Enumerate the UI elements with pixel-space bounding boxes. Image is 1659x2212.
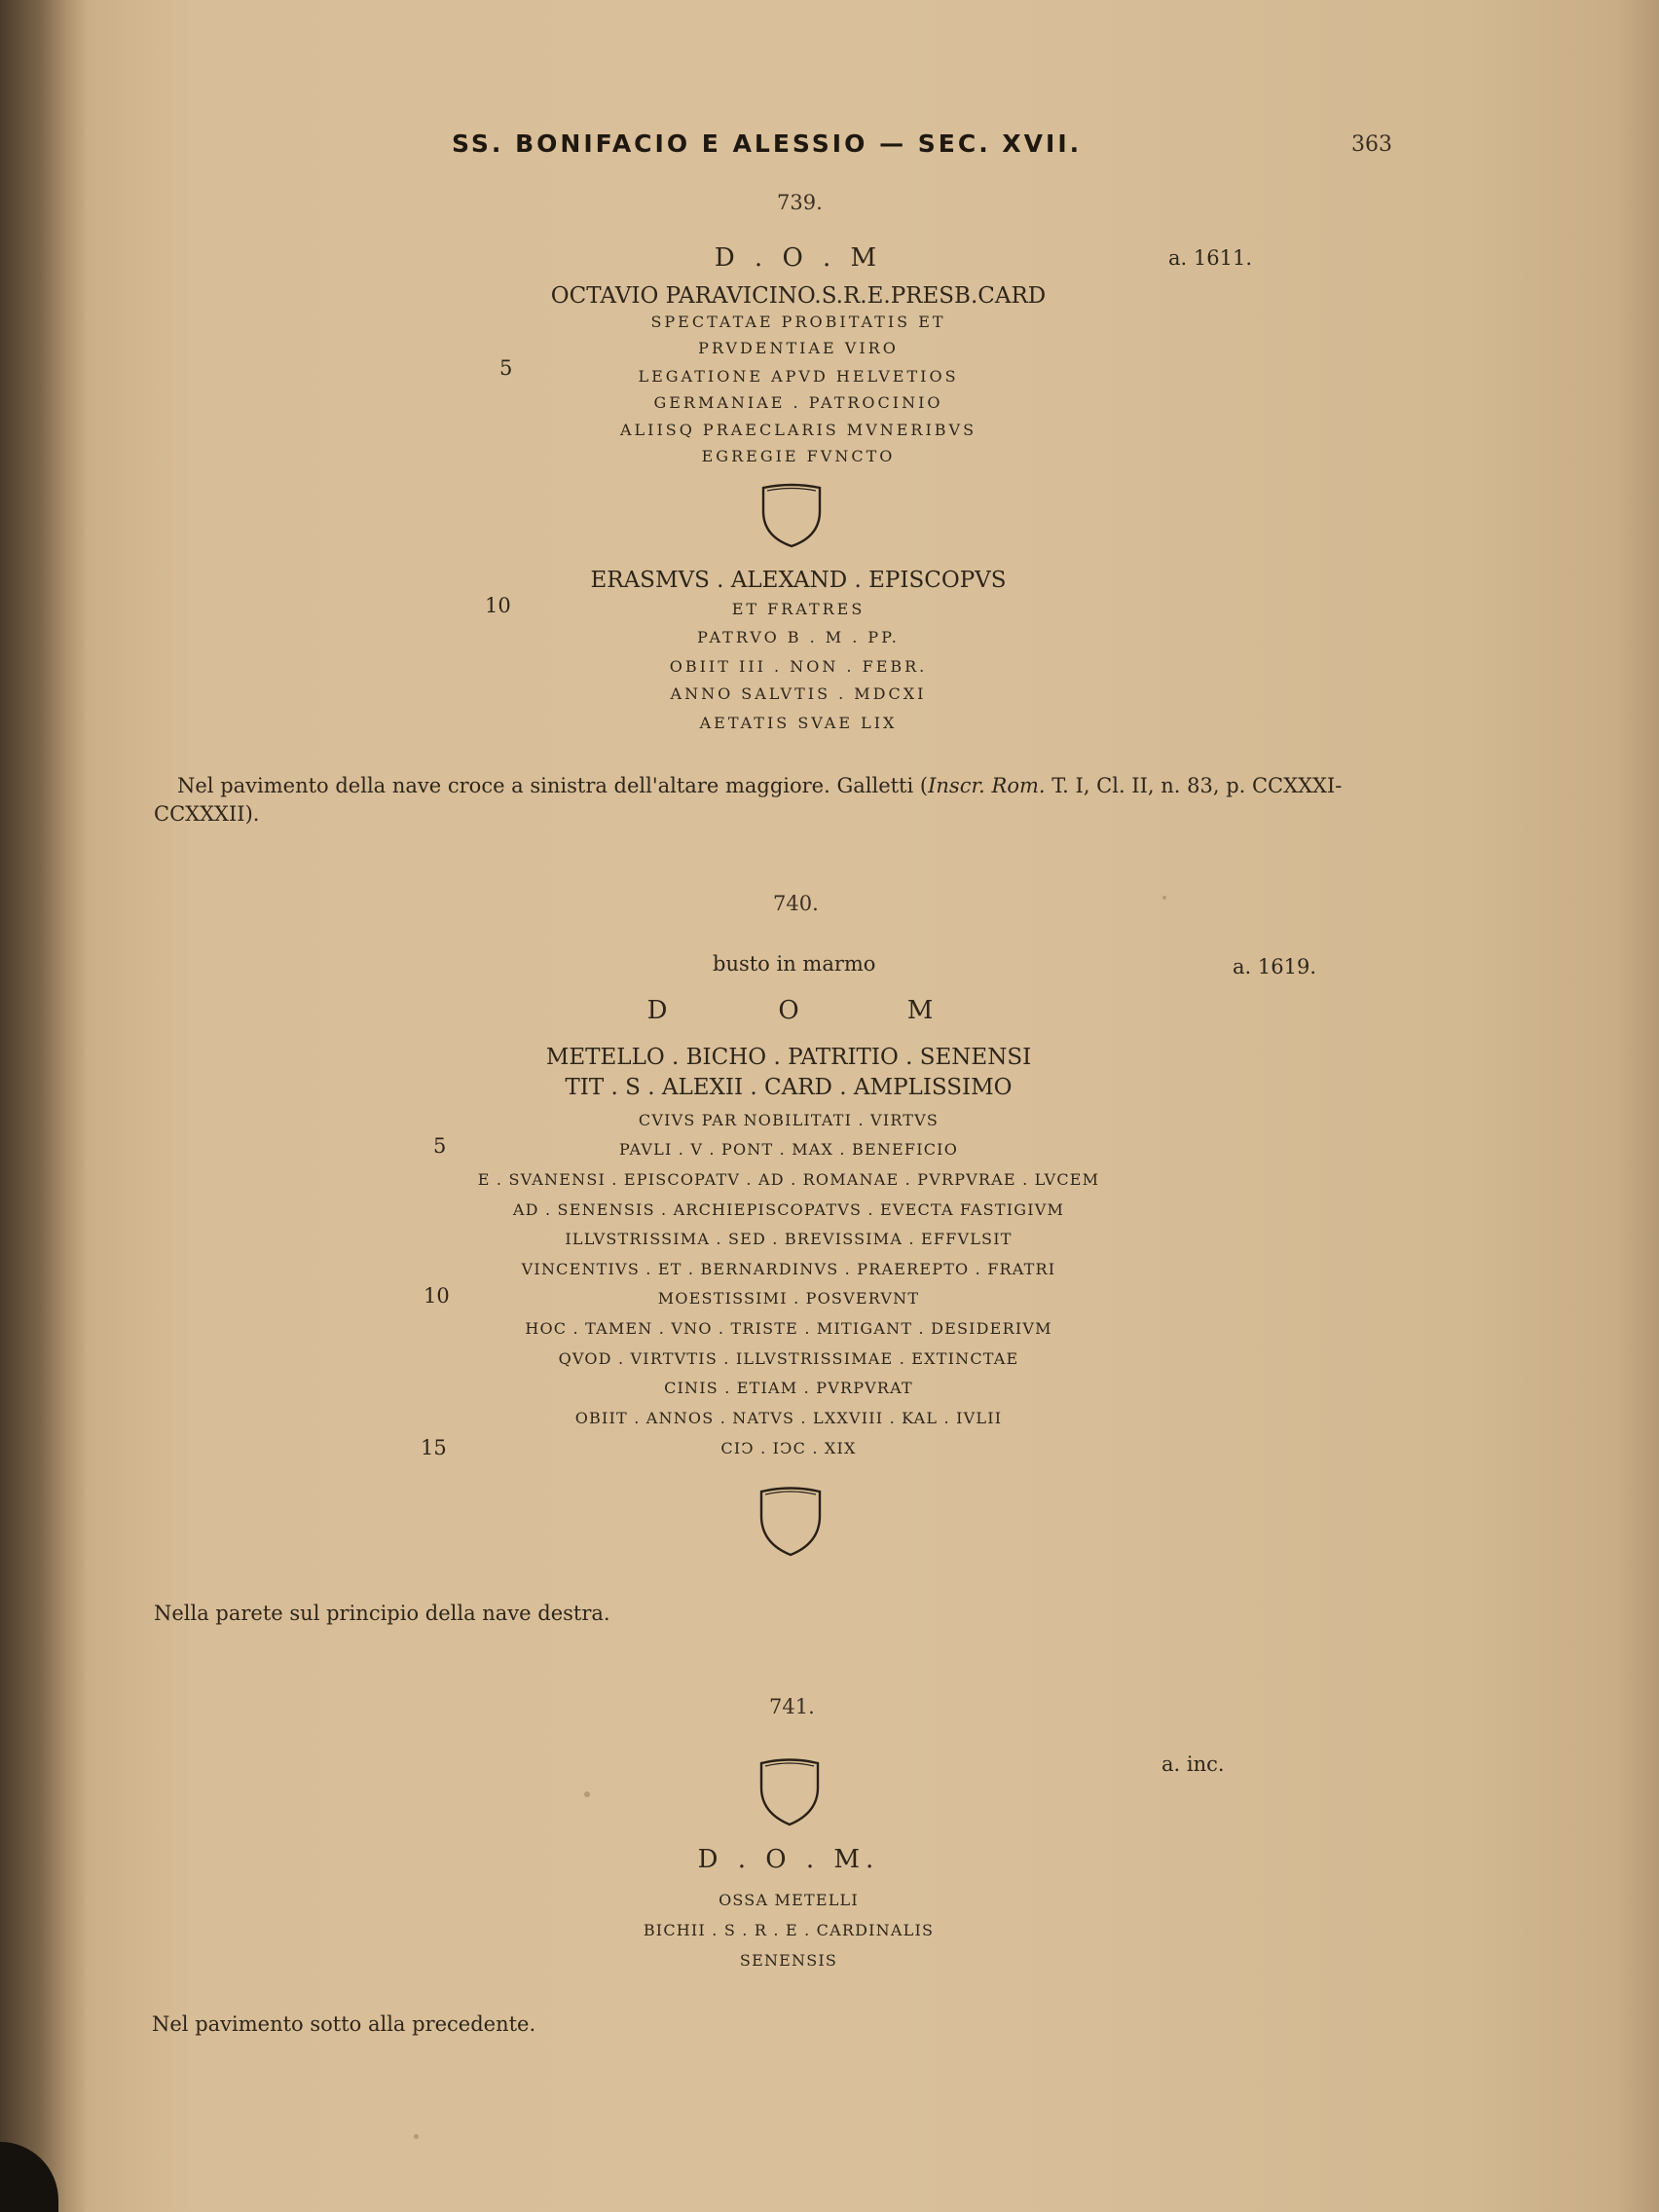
page-number: 363 — [1351, 132, 1392, 157]
source-note-739-continued: CCXXXII). — [154, 802, 260, 826]
inscription-line: PAVLI . V . PONT . MAX . BENEFICIO — [618, 1140, 959, 1159]
inscription-line: QVOD . VIRTVTIS . ILLVSTRISSIMAE . EXTINCTAE — [558, 1349, 1019, 1368]
source-note-741: Nel pavimento sotto alla precedente. — [152, 2012, 536, 2036]
inscription-line: OBIIT III . NON . FEBR. — [669, 657, 928, 676]
inscription-line: D . O . M. — [697, 1845, 880, 1874]
inscription-line: ERASMVS . ALEXAND . EPISCOPVS — [590, 568, 1007, 593]
inscription-line: ALIISQ PRAECLARIS MVNERIBVS — [619, 421, 977, 439]
note-work-title: Inscr. Rom. — [928, 774, 1046, 797]
note-text: T. I, Cl. II, n. 83, p. CCXXXI- — [1045, 774, 1343, 797]
inscription-line: GERMANIAE . PATROCINIO — [653, 393, 943, 412]
line-marker: 5 — [433, 1134, 447, 1158]
inscription-line: E . SVANENSI . EPISCOPATV . AD . ROMANAE . PVRPVRAE . LVCEM — [477, 1170, 1100, 1189]
inscription-line: METELLO . BICHO . PATRITIO . SENENSI — [545, 1045, 1032, 1070]
inscription-line: LEGATIONE APVD HELVETIOS — [638, 367, 959, 386]
inscription-line: D . O . M — [714, 243, 883, 273]
inscription-line: MOESTISSIMI . POSVERVNT — [657, 1289, 920, 1308]
inscription-line: AETATIS SVAE LIX — [699, 714, 898, 732]
inscription-line: PRVDENTIAE VIRO — [698, 339, 899, 357]
line-marker: 5 — [499, 356, 513, 380]
paper-speck — [1162, 896, 1166, 900]
inscription-number-739: 739. — [777, 191, 823, 214]
inscription-line: SPECTATAE PROBITATIS ET — [650, 313, 946, 331]
inscription-line: HOC . TAMEN . VNO . TRISTE . MITIGANT . DESIDERIVM — [525, 1319, 1052, 1338]
inscription-line: ANNO SALVTIS . MDCXI — [670, 684, 927, 703]
line-marker: 10 — [424, 1284, 450, 1308]
dom-letter: M — [906, 996, 934, 1025]
inscription-line: CVIVS PAR NOBILITATI . VIRTVS — [638, 1111, 940, 1129]
inscription-subtitle: busto in marmo — [713, 952, 876, 976]
inscription-line: CIↃ . IↃC . XIX — [720, 1439, 857, 1457]
inscription-line: TIT . S . ALEXII . CARD . AMPLISSIMO — [565, 1075, 1013, 1100]
inscription-line: VINCENTIVS . ET . BERNARDINVS . PRAEREPTO . FRATRI — [521, 1260, 1056, 1278]
dom-letter: D — [646, 996, 668, 1025]
inscription-line: ILLVSTRISSIMA . SED . BREVISSIMA . EFFVLSIT — [565, 1230, 1013, 1248]
dom-letter: O — [778, 996, 799, 1025]
inscription-line: OSSA METELLI — [719, 1891, 859, 1909]
source-note-740: Nella parete sul principio della nave destra. — [154, 1602, 610, 1625]
inscription-line: EGREGIE FVNCTO — [701, 447, 896, 465]
running-title: SS. BONIFACIO E ALESSIO — SEC. XVII. — [452, 129, 1083, 158]
inscription-line: AD . SENENSIS . ARCHIEPISCOPATVS . EVECTA FASTIGIVM — [512, 1200, 1065, 1219]
inscription-date: a. 1619. — [1233, 955, 1316, 978]
inscription-line: PATRVO B . M . PP. — [697, 628, 900, 646]
inscription-line: SENENSIS — [739, 1951, 838, 1970]
inscription-line: CINIS . ETIAM . PVRPVRAT — [664, 1379, 913, 1397]
paper-speck — [414, 2134, 419, 2139]
note-text: Nel pavimento della nave croce a sinistra dell'altare maggiore. Galletti ( — [177, 774, 929, 797]
inscription-741 — [458, 0, 1120, 1976]
inscription-date: a. 1611. — [1168, 246, 1252, 270]
line-marker: 15 — [421, 1436, 447, 1459]
inscription-date: a. inc. — [1161, 1752, 1225, 1776]
line-marker: 10 — [485, 594, 511, 617]
inscription-line: OBIIT . ANNOS . NATVS . LXXVIII . KAL . IVLII — [574, 1409, 1003, 1427]
binding-gutter — [0, 0, 88, 2212]
inscription-number-740: 740. — [773, 892, 819, 915]
inscription-line: ET FRATRES — [731, 600, 866, 618]
inscription-number-741: 741. — [769, 1695, 815, 1718]
inscription-line: BICHII . S . R . E . CARDINALIS — [643, 1921, 935, 1939]
inscription-line: OCTAVIO PARAVICINO.S.R.E.PRESB.CARD — [550, 283, 1047, 309]
